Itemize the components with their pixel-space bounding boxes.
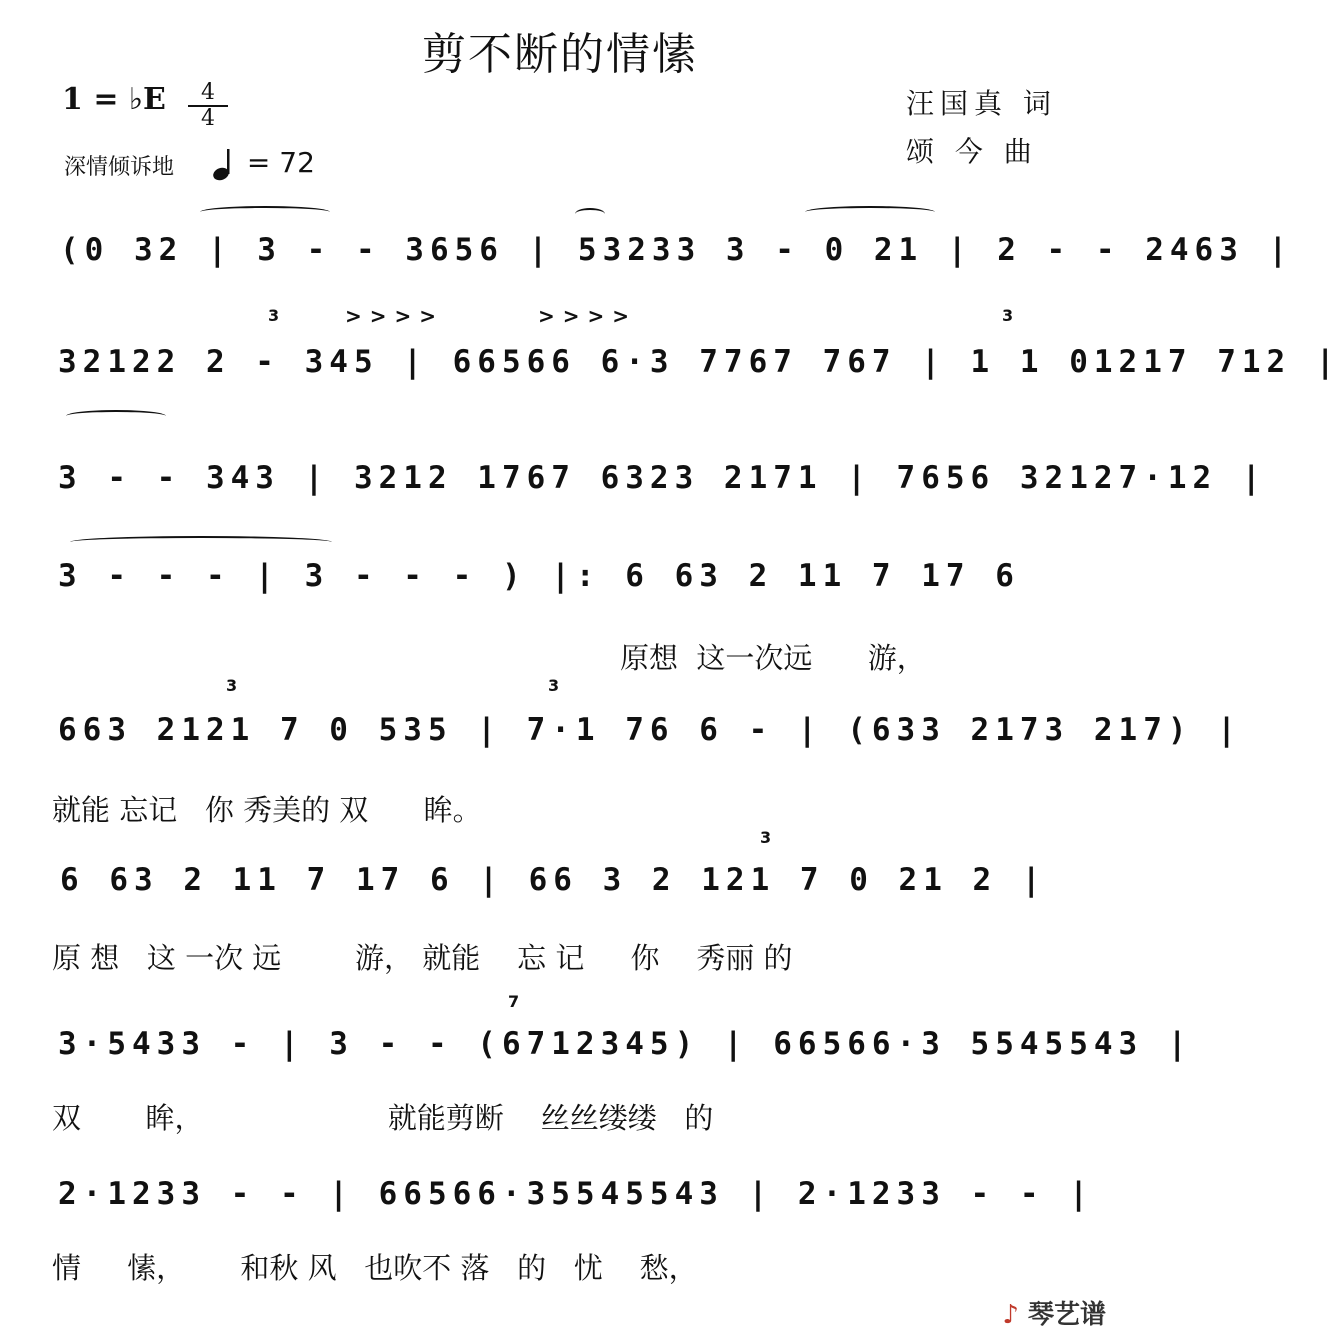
quarter-note-icon [212, 147, 238, 181]
lyric-line: 原想 这一次远 游， [620, 641, 926, 675]
accent-marks: >>>> [345, 304, 445, 328]
score-line [0, 304, 1341, 392]
triplet-mark: 3 [268, 306, 280, 325]
slur [575, 208, 605, 220]
watermark-logo [1002, 1294, 1106, 1331]
key-signature: 1 = ♭E [62, 82, 166, 117]
slur [805, 206, 935, 218]
score-line [0, 558, 1120, 675]
score-line [0, 232, 1294, 280]
time-signature [188, 82, 228, 130]
credits [906, 80, 1057, 176]
notes-line-2: 32122 2 - 345 | 66566 6·3 7767 767 | 1 1 01217 712 | [58, 344, 1341, 380]
score-line [0, 828, 1120, 975]
logo-icon: ♪ [1002, 1300, 1019, 1330]
notes-line-3: 3 - - 343 | 3212 1767 6323 2171 | 7656 32127·12 | [58, 460, 1267, 496]
score-line [0, 992, 1193, 1135]
triplet-mark: 3 [226, 676, 238, 695]
notes-line-8: 2·1233 - - | 66566·35545543 | 2·1233 - - | [58, 1176, 1094, 1212]
lyric-line: 情 愫， 和秋 风 也吹不 落 的 忧 愁， [52, 1251, 698, 1285]
lyricist-credit: 汪国真 词 [906, 87, 1057, 120]
lyric-line: 原 想 这 一次 远 游， 就能 忘 记 你 秀丽 的 [52, 941, 793, 975]
accent-marks: >>>> [538, 304, 638, 328]
page-title: 剪不断的情愫 [422, 29, 698, 80]
triplet-mark: 3 [548, 676, 560, 695]
composer-credit: 颂 今 曲 [906, 135, 1038, 168]
tie [66, 410, 166, 422]
triplet-mark: 3 [760, 828, 772, 847]
notes-line-7: 3·5433 - | 3 - - (6712345) | 66566·3 5545543 | [58, 1026, 1193, 1062]
triplet-mark: 3 [1002, 306, 1014, 325]
time-signature-bottom: 4 [201, 106, 215, 131]
notes-line-1: (0 32 | 3 - - 3656 | 53233 3 - 0 21 | 2 - - 2463 | [60, 232, 1294, 268]
score-line [0, 1176, 1120, 1285]
tie [70, 536, 332, 548]
lyric-line: 就能 忘记 你 秀美的 双 眸。 [52, 793, 482, 827]
expression-marking: 深情倾诉地 [64, 155, 175, 180]
notes-line-5: 663 2121 7 0 535 | 7·1 76 6 - | (633 2173 217) | [58, 712, 1242, 748]
score-line [0, 676, 1242, 827]
notes-line-6: 6 63 2 11 7 17 6 | 66 3 2 121 7 0 21 2 | [60, 862, 1047, 898]
notes-line-4: 3 - - - | 3 - - - ) |: 6 63 2 11 7 17 6 [58, 558, 1020, 594]
lyric-line: 双 眸， 就能剪断 丝丝缕缕 的 [52, 1101, 714, 1135]
score-line [0, 460, 1267, 508]
watermark-text: 琴艺谱 [1027, 1300, 1106, 1330]
tempo-marking [212, 146, 315, 181]
slur [200, 206, 330, 218]
tempo-value: = 72 [246, 146, 315, 179]
time-signature-top: 4 [201, 80, 215, 105]
septuplet-mark: 7 [508, 992, 520, 1011]
